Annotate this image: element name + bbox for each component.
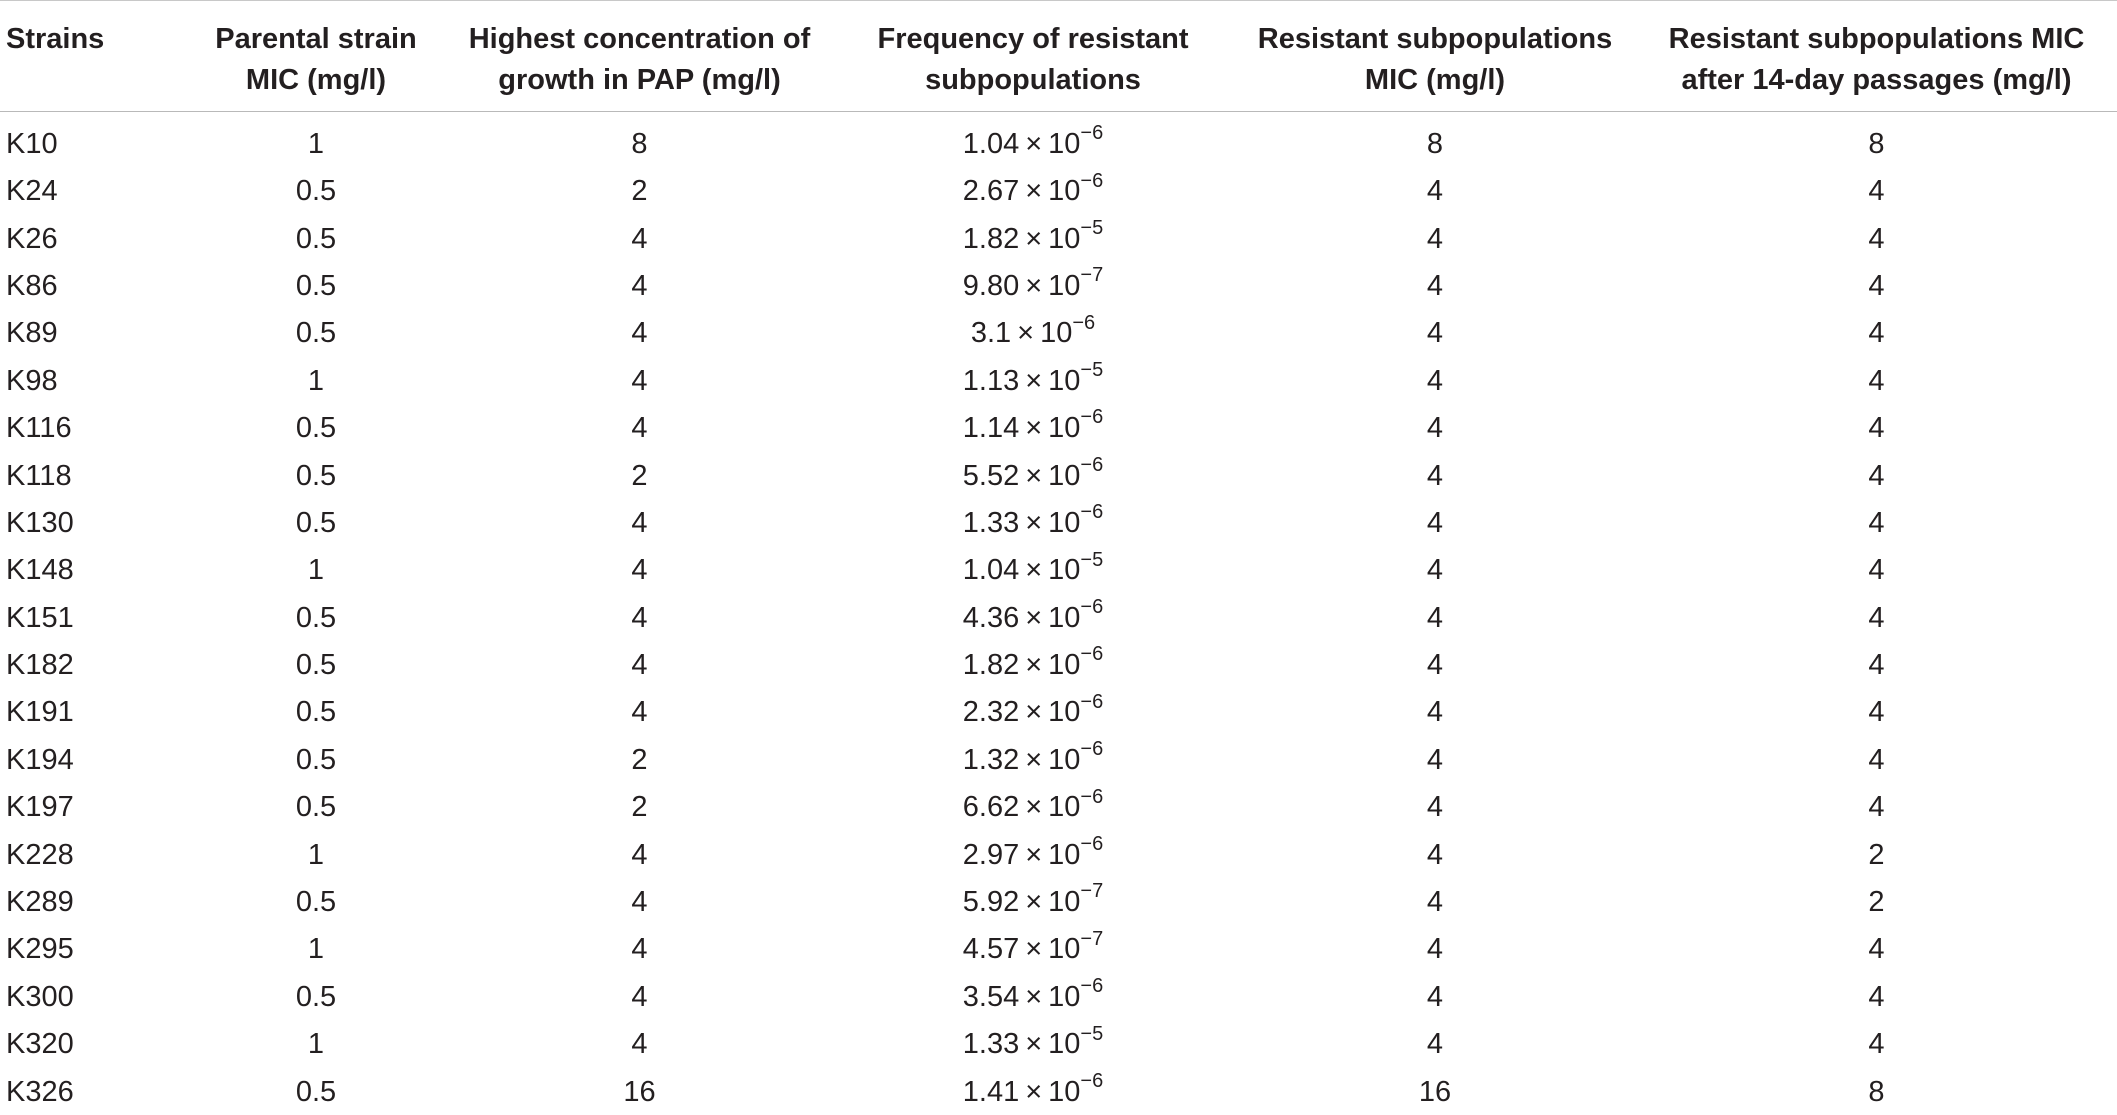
frequency-mantissa: 1.32: [963, 744, 1019, 776]
frequency-base: 10: [1048, 128, 1080, 160]
cell-highest-concentration: 16: [447, 1068, 832, 1115]
frequency-base: 10: [1048, 933, 1080, 965]
frequency-exponent: −6: [1080, 738, 1103, 760]
cell-parental-mic: 0.5: [185, 168, 447, 215]
cell-parental-mic: 0.5: [185, 215, 447, 262]
cell-frequency: [832, 404, 1234, 451]
cell-after-14-day: 4: [1636, 926, 2117, 973]
cell-after-14-day: 4: [1636, 594, 2117, 641]
cell-resistant-mic: 4: [1234, 452, 1636, 499]
frequency-base: 10: [1048, 223, 1080, 255]
cell-resistant-mic: 4: [1234, 973, 1636, 1020]
frequency-exponent: −6: [1080, 691, 1103, 713]
cell-parental-mic: 0.5: [185, 736, 447, 783]
cell-parental-mic: 0.5: [185, 452, 447, 499]
cell-frequency: [832, 878, 1234, 925]
cell-parental-mic: 0.5: [185, 689, 447, 736]
times-symbol: ×: [1019, 933, 1048, 965]
header-after-14-day-line-1: Resistant subpopulations MIC: [1637, 19, 2116, 60]
cell-resistant-mic: 8: [1234, 112, 1636, 168]
cell-strain: K26: [0, 215, 185, 262]
frequency-exponent: −6: [1080, 833, 1103, 855]
cell-highest-concentration: 4: [447, 926, 832, 973]
cell-after-14-day: 4: [1636, 1021, 2117, 1068]
cell-strain: K320: [0, 1021, 185, 1068]
frequency-base: 10: [1048, 1076, 1080, 1108]
table-row: [0, 736, 2117, 783]
frequency-base: 10: [1048, 507, 1080, 539]
cell-highest-concentration: 4: [447, 499, 832, 546]
cell-resistant-mic: 4: [1234, 547, 1636, 594]
cell-strain: K10: [0, 112, 185, 168]
frequency-exponent: −7: [1080, 928, 1103, 950]
times-symbol: ×: [1019, 649, 1048, 681]
frequency-mantissa: 2.97: [963, 839, 1019, 871]
header-frequency-line-1: Frequency of resistant: [833, 19, 1233, 60]
times-symbol: ×: [1019, 839, 1048, 871]
times-symbol: ×: [1019, 270, 1048, 302]
times-symbol: ×: [1019, 554, 1048, 586]
cell-parental-mic: 1: [185, 1021, 447, 1068]
frequency-base: 10: [1048, 744, 1080, 776]
frequency-base: 10: [1048, 460, 1080, 492]
frequency-base: 10: [1048, 886, 1080, 918]
frequency-mantissa: 4.57: [963, 933, 1019, 965]
cell-strain: K300: [0, 973, 185, 1020]
cell-highest-concentration: 4: [447, 215, 832, 262]
cell-parental-mic: 0.5: [185, 310, 447, 357]
times-symbol: ×: [1019, 744, 1048, 776]
cell-resistant-mic: 4: [1234, 1021, 1636, 1068]
times-symbol: ×: [1011, 317, 1040, 349]
times-symbol: ×: [1019, 128, 1048, 160]
table-row: [0, 831, 2117, 878]
cell-frequency: [832, 594, 1234, 641]
table-row: [0, 310, 2117, 357]
cell-parental-mic: 1: [185, 112, 447, 168]
cell-strain: K116: [0, 404, 185, 451]
frequency-base: 10: [1048, 602, 1080, 634]
frequency-mantissa: 1.04: [963, 128, 1019, 160]
cell-after-14-day: 8: [1636, 1068, 2117, 1115]
cell-resistant-mic: 4: [1234, 168, 1636, 215]
cell-resistant-mic: 4: [1234, 499, 1636, 546]
cell-parental-mic: 0.5: [185, 404, 447, 451]
cell-frequency: [832, 499, 1234, 546]
cell-resistant-mic: 4: [1234, 594, 1636, 641]
header-parental-mic: [185, 1, 447, 112]
cell-highest-concentration: 2: [447, 452, 832, 499]
cell-resistant-mic: 4: [1234, 310, 1636, 357]
table-row: [0, 499, 2117, 546]
cell-after-14-day: 4: [1636, 168, 2117, 215]
frequency-mantissa: 5.92: [963, 886, 1019, 918]
cell-resistant-mic: 4: [1234, 784, 1636, 831]
frequency-mantissa: 3.54: [963, 981, 1019, 1013]
table-row: [0, 594, 2117, 641]
cell-after-14-day: 4: [1636, 452, 2117, 499]
cell-frequency: [832, 168, 1234, 215]
table-row: [0, 452, 2117, 499]
table-row: [0, 168, 2117, 215]
cell-frequency: [832, 112, 1234, 168]
cell-parental-mic: 0.5: [185, 1068, 447, 1115]
cell-after-14-day: 4: [1636, 689, 2117, 736]
frequency-exponent: −5: [1080, 549, 1103, 571]
times-symbol: ×: [1019, 1076, 1048, 1108]
times-symbol: ×: [1019, 886, 1048, 918]
cell-after-14-day: 4: [1636, 736, 2117, 783]
cell-highest-concentration: 4: [447, 878, 832, 925]
cell-highest-concentration: 4: [447, 357, 832, 404]
cell-highest-concentration: 4: [447, 831, 832, 878]
cell-highest-concentration: 4: [447, 641, 832, 688]
frequency-mantissa: 1.13: [963, 365, 1019, 397]
cell-resistant-mic: 4: [1234, 404, 1636, 451]
cell-highest-concentration: 4: [447, 310, 832, 357]
frequency-base: 10: [1048, 696, 1080, 728]
frequency-mantissa: 4.36: [963, 602, 1019, 634]
table-row: [0, 262, 2117, 309]
frequency-exponent: −6: [1080, 786, 1103, 808]
frequency-base: 10: [1048, 649, 1080, 681]
frequency-mantissa: 3.1: [971, 317, 1011, 349]
table-row: [0, 784, 2117, 831]
frequency-exponent: −6: [1080, 454, 1103, 476]
times-symbol: ×: [1019, 175, 1048, 207]
frequency-mantissa: 1.41: [963, 1076, 1019, 1108]
frequency-exponent: −6: [1072, 312, 1095, 334]
header-after-14-day-line-2: after 14-day passages (mg/l): [1637, 60, 2116, 101]
cell-after-14-day: 2: [1636, 878, 2117, 925]
cell-parental-mic: 1: [185, 926, 447, 973]
table-row: [0, 404, 2117, 451]
cell-resistant-mic: 4: [1234, 215, 1636, 262]
cell-frequency: [832, 926, 1234, 973]
cell-strain: K86: [0, 262, 185, 309]
cell-after-14-day: 4: [1636, 404, 2117, 451]
table-row: [0, 689, 2117, 736]
table-row: [0, 878, 2117, 925]
cell-strain: K98: [0, 357, 185, 404]
cell-highest-concentration: 2: [447, 168, 832, 215]
cell-strain: K148: [0, 547, 185, 594]
cell-frequency: [832, 641, 1234, 688]
frequency-base: 10: [1048, 175, 1080, 207]
cell-highest-concentration: 4: [447, 594, 832, 641]
cell-strain: K194: [0, 736, 185, 783]
frequency-mantissa: 1.33: [963, 507, 1019, 539]
cell-after-14-day: 4: [1636, 262, 2117, 309]
header-parental-mic-line-1: Parental strain: [186, 19, 446, 60]
cell-strain: K182: [0, 641, 185, 688]
frequency-exponent: −6: [1080, 501, 1103, 523]
times-symbol: ×: [1019, 1028, 1048, 1060]
cell-strain: K197: [0, 784, 185, 831]
frequency-exponent: −7: [1080, 880, 1103, 902]
cell-frequency: [832, 215, 1234, 262]
header-highest-concentration-line-1: Highest concentration of: [448, 19, 831, 60]
header-resistant-mic-line-2: MIC (mg/l): [1235, 60, 1635, 101]
cell-frequency: [832, 357, 1234, 404]
cell-after-14-day: 4: [1636, 547, 2117, 594]
cell-after-14-day: 4: [1636, 973, 2117, 1020]
table-header: [0, 1, 2117, 112]
cell-parental-mic: 1: [185, 357, 447, 404]
frequency-base: 10: [1040, 317, 1072, 349]
frequency-mantissa: 1.82: [963, 649, 1019, 681]
cell-strain: K289: [0, 878, 185, 925]
frequency-mantissa: 5.52: [963, 460, 1019, 492]
frequency-base: 10: [1048, 791, 1080, 823]
cell-parental-mic: 0.5: [185, 784, 447, 831]
cell-resistant-mic: 16: [1234, 1068, 1636, 1115]
frequency-base: 10: [1048, 981, 1080, 1013]
cell-highest-concentration: 2: [447, 736, 832, 783]
frequency-exponent: −5: [1080, 217, 1103, 239]
cell-resistant-mic: 4: [1234, 641, 1636, 688]
cell-frequency: [832, 547, 1234, 594]
cell-highest-concentration: 4: [447, 262, 832, 309]
cell-after-14-day: 4: [1636, 784, 2117, 831]
cell-highest-concentration: 4: [447, 689, 832, 736]
cell-after-14-day: 4: [1636, 215, 2117, 262]
cell-frequency: [832, 1021, 1234, 1068]
cell-parental-mic: 0.5: [185, 641, 447, 688]
header-resistant-mic-line-1: Resistant subpopulations: [1235, 19, 1635, 60]
table-row: [0, 547, 2117, 594]
frequency-mantissa: 1.82: [963, 223, 1019, 255]
cell-parental-mic: 1: [185, 547, 447, 594]
cell-resistant-mic: 4: [1234, 357, 1636, 404]
frequency-exponent: −6: [1080, 975, 1103, 997]
table-body: [0, 112, 2117, 1115]
cell-highest-concentration: 4: [447, 1021, 832, 1068]
cell-resistant-mic: 4: [1234, 262, 1636, 309]
cell-parental-mic: 1: [185, 831, 447, 878]
cell-frequency: [832, 831, 1234, 878]
cell-highest-concentration: 4: [447, 547, 832, 594]
cell-highest-concentration: 4: [447, 973, 832, 1020]
cell-frequency: [832, 736, 1234, 783]
frequency-exponent: −7: [1080, 264, 1103, 286]
cell-after-14-day: 2: [1636, 831, 2117, 878]
frequency-exponent: −5: [1080, 359, 1103, 381]
frequency-mantissa: 1.04: [963, 554, 1019, 586]
header-highest-concentration: [447, 1, 832, 112]
cell-after-14-day: 4: [1636, 499, 2117, 546]
frequency-exponent: −6: [1080, 122, 1103, 144]
times-symbol: ×: [1019, 981, 1048, 1013]
cell-strain: K118: [0, 452, 185, 499]
frequency-base: 10: [1048, 365, 1080, 397]
frequency-mantissa: 9.80: [963, 270, 1019, 302]
header-resistant-mic: [1234, 1, 1636, 112]
cell-highest-concentration: 2: [447, 784, 832, 831]
times-symbol: ×: [1019, 223, 1048, 255]
frequency-exponent: −5: [1080, 1023, 1103, 1045]
frequency-exponent: −6: [1080, 406, 1103, 428]
frequency-mantissa: 1.33: [963, 1028, 1019, 1060]
cell-parental-mic: 0.5: [185, 594, 447, 641]
cell-frequency: [832, 689, 1234, 736]
cell-after-14-day: 8: [1636, 112, 2117, 168]
times-symbol: ×: [1019, 602, 1048, 634]
times-symbol: ×: [1019, 791, 1048, 823]
cell-strain: K89: [0, 310, 185, 357]
times-symbol: ×: [1019, 412, 1048, 444]
cell-parental-mic: 0.5: [185, 973, 447, 1020]
frequency-exponent: −6: [1080, 170, 1103, 192]
header-highest-concentration-line-2: growth in PAP (mg/l): [448, 60, 831, 101]
cell-frequency: [832, 1068, 1234, 1115]
cell-parental-mic: 0.5: [185, 262, 447, 309]
header-frequency-line-2: subpopulations: [833, 60, 1233, 101]
cell-frequency: [832, 262, 1234, 309]
cell-resistant-mic: 4: [1234, 736, 1636, 783]
cell-strain: K191: [0, 689, 185, 736]
cell-frequency: [832, 973, 1234, 1020]
header-frequency: [832, 1, 1234, 112]
table-row: [0, 973, 2117, 1020]
frequency-exponent: −6: [1080, 1070, 1103, 1092]
cell-strain: K130: [0, 499, 185, 546]
cell-strain: K151: [0, 594, 185, 641]
header-after-14-day: [1636, 1, 2117, 112]
cell-strain: K228: [0, 831, 185, 878]
cell-resistant-mic: 4: [1234, 878, 1636, 925]
cell-highest-concentration: 4: [447, 404, 832, 451]
table-row: [0, 926, 2117, 973]
table-row: [0, 357, 2117, 404]
cell-resistant-mic: 4: [1234, 926, 1636, 973]
cell-strain: K295: [0, 926, 185, 973]
table-row: [0, 112, 2117, 168]
times-symbol: ×: [1019, 696, 1048, 728]
frequency-mantissa: 2.32: [963, 696, 1019, 728]
frequency-base: 10: [1048, 412, 1080, 444]
times-symbol: ×: [1019, 460, 1048, 492]
frequency-mantissa: 6.62: [963, 791, 1019, 823]
cell-highest-concentration: 8: [447, 112, 832, 168]
cell-strain: K326: [0, 1068, 185, 1115]
table-row: [0, 1021, 2117, 1068]
header-parental-mic-line-2: MIC (mg/l): [186, 60, 446, 101]
frequency-base: 10: [1048, 839, 1080, 871]
cell-frequency: [832, 452, 1234, 499]
frequency-base: 10: [1048, 554, 1080, 586]
cell-resistant-mic: 4: [1234, 689, 1636, 736]
frequency-mantissa: 2.67: [963, 175, 1019, 207]
cell-after-14-day: 4: [1636, 310, 2117, 357]
cell-strain: K24: [0, 168, 185, 215]
cell-after-14-day: 4: [1636, 641, 2117, 688]
cell-frequency: [832, 784, 1234, 831]
frequency-base: 10: [1048, 270, 1080, 302]
header-strains-line-1: Strains: [6, 23, 104, 55]
table-row: [0, 1068, 2117, 1115]
frequency-base: 10: [1048, 1028, 1080, 1060]
frequency-mantissa: 1.14: [963, 412, 1019, 444]
frequency-exponent: −6: [1080, 596, 1103, 618]
table-row: [0, 215, 2117, 262]
times-symbol: ×: [1019, 365, 1048, 397]
times-symbol: ×: [1019, 507, 1048, 539]
cell-parental-mic: 0.5: [185, 878, 447, 925]
cell-frequency: [832, 310, 1234, 357]
cell-after-14-day: 4: [1636, 357, 2117, 404]
cell-resistant-mic: 4: [1234, 831, 1636, 878]
cell-parental-mic: 0.5: [185, 499, 447, 546]
header-strains: [0, 1, 185, 112]
header-row: [0, 1, 2117, 112]
table-row: [0, 641, 2117, 688]
frequency-exponent: −6: [1080, 643, 1103, 665]
